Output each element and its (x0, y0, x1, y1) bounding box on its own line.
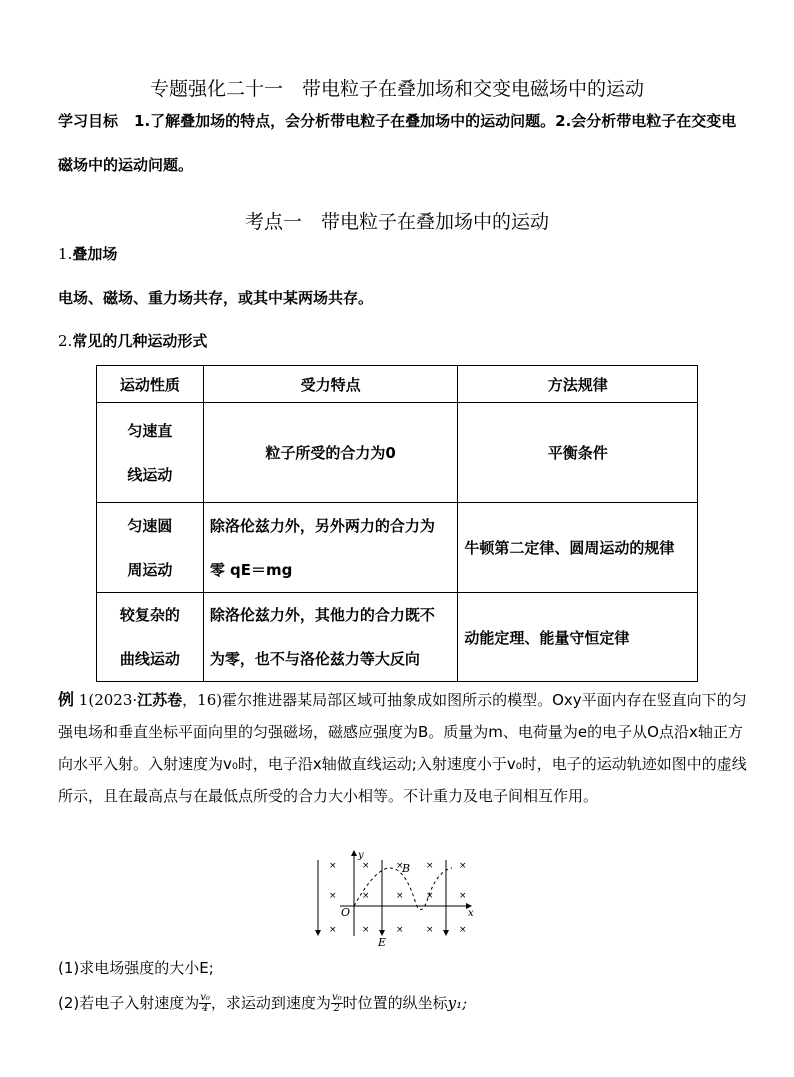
table-cell: 粒子所受的合力为0 (203, 403, 458, 503)
fraction-denominator: 2 (333, 1003, 340, 1014)
source-exam: 江苏卷 (137, 691, 183, 709)
q2-text-a: (2)若电子入射速度为 (58, 994, 200, 1012)
heading-2-number: 2. (58, 332, 73, 350)
fraction-numerator: v₀ (200, 992, 210, 1003)
cross-mark: × (329, 925, 337, 935)
label-B: B (402, 862, 411, 875)
learning-goal (58, 99, 738, 187)
label-y: y (358, 850, 364, 861)
learning-goal-text: 1.了解叠加场的特点，会分析带电粒子在叠加场中的运动问题。2.会分析带电粒子在交变电磁场中的运动问题。 (58, 112, 737, 174)
table-cell (203, 503, 458, 593)
cross-mark: × (459, 891, 467, 901)
cell-line: 周运动 (127, 560, 173, 579)
table-cell (97, 593, 204, 682)
cross-mark: × (362, 925, 370, 935)
table-cell: 平衡条件 (458, 403, 698, 503)
cross-mark: × (362, 891, 370, 901)
example-source (88, 691, 222, 709)
table-cell (97, 503, 204, 593)
cross-mark: × (396, 861, 404, 871)
table-cell (203, 593, 458, 682)
cell-line: 为零，也不与洛伦兹力等大反向 (209, 650, 420, 668)
fraction-v0-2 (331, 993, 343, 1014)
cross-mark: × (396, 891, 404, 901)
example-number: 1 (78, 691, 89, 709)
heading-1-number: 1. (58, 245, 73, 263)
table-row (97, 403, 698, 503)
table-header-row (97, 366, 698, 403)
y-axis-arrow (351, 850, 357, 856)
q2-text-b: ，求运动到速度为 (210, 994, 331, 1012)
motion-table (96, 365, 698, 682)
table-header: 方法规律 (458, 366, 698, 403)
cell-line: 除洛伦兹力外，另外两力的合力为 (209, 516, 435, 535)
fraction-denominator: 4 (201, 1003, 209, 1014)
source-question: ，16) (182, 691, 223, 709)
section-title: 考点一 带电粒子在叠加场中的运动 (244, 211, 549, 233)
cross-mark: × (459, 925, 467, 935)
cell-line: 除洛伦兹力外，其他力的合力既不 (209, 606, 435, 624)
table-cell (97, 403, 204, 503)
page-title: 专题强化二十一 带电粒子在叠加场和交变电磁场中的运动 (149, 78, 644, 100)
fraction-numerator: v₀ (331, 992, 342, 1003)
cell-line: 曲线运动 (119, 650, 180, 668)
label-x: x (468, 908, 474, 919)
cross-mark: × (459, 861, 467, 871)
cross-mark: × (329, 861, 337, 871)
example-label: 例 (58, 690, 75, 709)
cross-mark: × (426, 891, 434, 901)
heading-2-text: 常见的几种运动形式 (72, 332, 208, 350)
table-row (97, 593, 698, 682)
cross-mark: × (426, 861, 434, 871)
heading-2 (58, 330, 207, 351)
cell-line: 零 qE＝mg (209, 560, 293, 579)
table-cell: 牛顿第二定律、圆周运动的规律 (458, 503, 698, 593)
label-E: E (378, 936, 387, 949)
cell-line: 较复杂的 (119, 606, 180, 624)
field-arrow (315, 930, 321, 936)
learning-goal-label: 学习目标 (58, 112, 119, 130)
table-header: 运动性质 (97, 366, 204, 403)
q2-text-c: 时位置的纵坐标 (342, 994, 448, 1012)
question-2 (58, 992, 467, 1014)
question-1: (1)求电场强度的大小E; (58, 959, 214, 977)
heading-1 (58, 243, 117, 264)
field-arrow (443, 930, 449, 936)
heading-1-text: 叠加场 (72, 245, 118, 263)
table-cell: 动能定理、能量守恒定律 (458, 593, 698, 682)
fraction-v0-4 (199, 993, 211, 1014)
cross-mark: × (396, 925, 404, 935)
cross-mark: × (329, 891, 337, 901)
example-text: 霍尔推进器某局部区域可抽象成如图所示的模型。Oxy平面内存在竖直向下的匀强电场和垂直坐标平面向里的匀强磁场，磁感应强度为B。质量为m、电荷量为e的电子从O点沿x轴正方向水平入射。入射速度为v₀时，电子沿x轴做直线运动;入射速度小于v₀时，电子的运动轨迹如图中的虚线所示，且在最高点与在最低点所受的合力大小相等。不计重力及电子间相互作用。 (58, 691, 747, 805)
cell-line: 线运动 (127, 465, 173, 484)
cross-mark: × (362, 861, 370, 871)
table-header: 受力特点 (203, 366, 458, 403)
paragraph-1: 电场、磁场、重力场共存，或其中某两场共存。 (58, 289, 374, 307)
label-O: O (341, 906, 351, 919)
cell-line: 匀速直 (127, 421, 173, 440)
field-diagram (310, 846, 480, 951)
example-1 (58, 684, 748, 812)
q2-variable: y₁; (447, 994, 468, 1012)
cross-mark: × (426, 925, 434, 935)
cell-line: 匀速圆 (127, 516, 173, 535)
table-row (97, 503, 698, 593)
source-year: (2023· (88, 691, 138, 709)
